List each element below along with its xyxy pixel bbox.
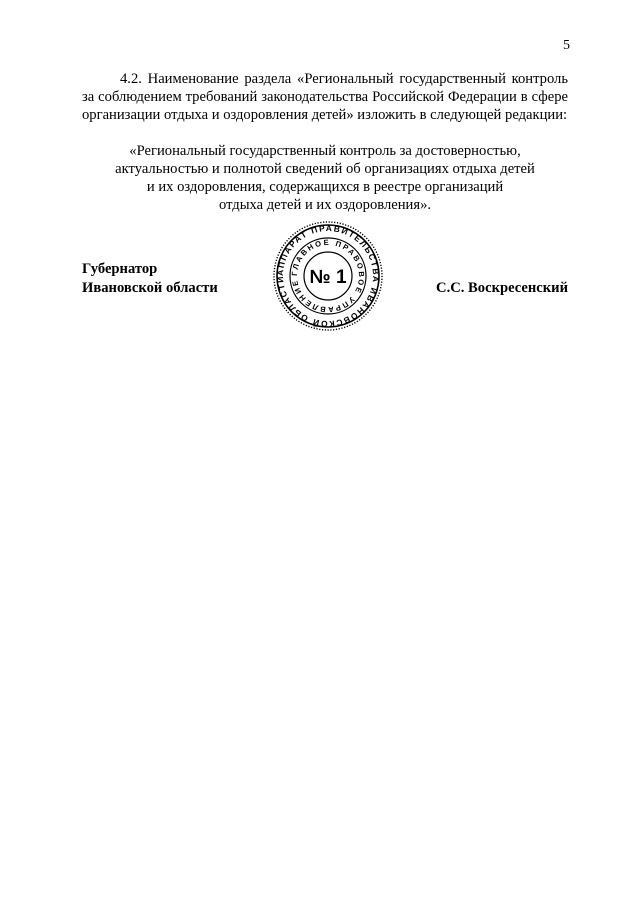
amendment-quote [82, 142, 568, 214]
official-seal-stamp [272, 220, 384, 332]
seal-outer-text: АППАРАТ ПРАВИТЕЛЬСТВА ИВАНОВСКОЙ ОБЛАСТИ [274, 222, 382, 330]
quote-line: актуальностью и полнотой сведений об организациях отдыха детей [115, 161, 535, 177]
signer-title-line: Ивановской области [82, 280, 218, 296]
seal-number: № 1 [309, 267, 347, 288]
seal-graphic [272, 220, 384, 332]
signer-name: С.С. Воскресенский [436, 280, 568, 296]
signer-title [82, 260, 218, 298]
signer-title-line: Губернатор [82, 261, 158, 277]
quote-line: отдыха детей и их оздоровления». [218, 197, 432, 213]
quote-line: и их оздоровления, содержащихся в реестре организаций [146, 179, 504, 195]
seal-inner-text: ГЛАВНОЕ ПРАВОВОЕ УПРАВЛЕНИЕ [289, 237, 367, 315]
amendment-paragraph: 4.2. Наименование раздела «Региональный государственный контроль за соблюдением требований законодательства Российской Федерации в сфере организации отдыха и оздоровления детей» изложить в следующей редакции: [82, 71, 568, 123]
quote-line: «Региональный государственный контроль за достоверностью, [129, 143, 521, 159]
page-number: 5 [563, 38, 570, 53]
